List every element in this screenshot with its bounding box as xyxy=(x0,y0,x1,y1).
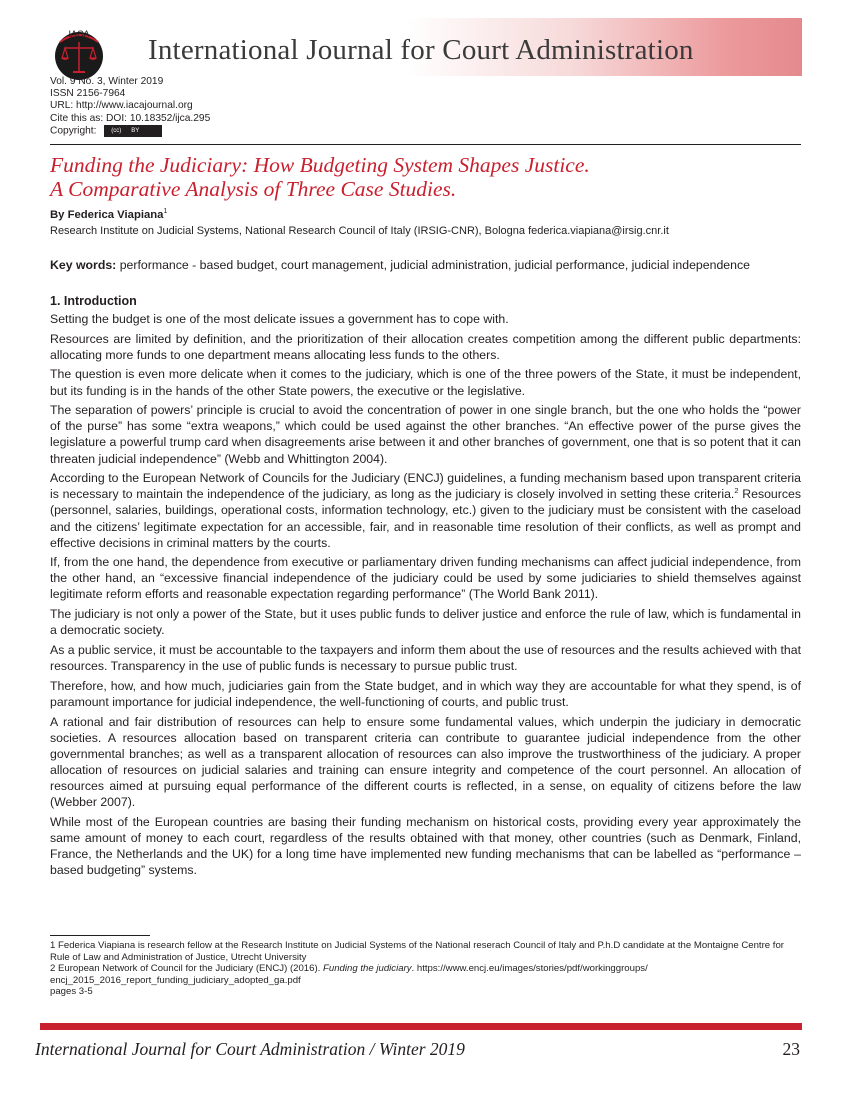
footnote-2-title: Funding the judiciary xyxy=(323,963,412,975)
by-icon: BY xyxy=(127,126,161,136)
journal-url[interactable]: URL: http://www.iacajournal.org xyxy=(50,100,193,112)
paragraph: The question is even more delicate when it comes to the judiciary, which is one of the three powers of the State, it must be independent, but its funding is in the hands of the other State powers, the executive or the legislative. xyxy=(50,367,801,398)
footnote-divider xyxy=(50,935,150,936)
section-heading: 1. Introduction xyxy=(50,294,137,308)
footnote-ref-1[interactable]: 1 xyxy=(163,208,168,215)
keywords-label: Key words: xyxy=(50,258,117,272)
journal-title: International Journal for Court Administration xyxy=(148,34,694,66)
article-title-line1: Funding the Judiciary: How Budgeting System Shapes Justice. xyxy=(50,153,590,177)
footnote-2-text: 2 European Network of Council for the Judiciary (ENCJ) (2016). xyxy=(50,963,324,975)
footnote-2-url[interactable]: . https://www.encj.eu/images/stories/pdf/workinggroups/ xyxy=(411,963,648,975)
author-byline xyxy=(50,208,167,221)
header-divider xyxy=(50,144,801,145)
footer-journal-name: International Journal for Court Administration / Winter 2019 xyxy=(35,1039,465,1059)
footnote-2-pages: pages 3-5 xyxy=(50,986,93,998)
paragraph: The separation of powers’ principle is crucial to avoid the concentration of power in one single branch, but the one who holds the “power of the purse” has some “extra weapons,” which could be used against the other branches. “An effective power of the purse gives the legislature a powerful trump card when disagreements arise between it and other branches of government, one that is so potent that it can threaten judicial independence” (Webb and Whittington 2004). xyxy=(50,403,801,466)
article-metadata xyxy=(50,76,210,138)
paragraph: As a public service, it must be accountable to the taxpayers and inform them about the use of resources and the results achieved with that resources. Transparency in the use of public funds is necessary to pursue public trust. xyxy=(50,642,801,674)
cc-icon: (cc) xyxy=(105,126,127,136)
keywords-list: performance - based budget, court management, judicial administration, judicial performance, judicial independence xyxy=(116,258,750,272)
footnote-2 xyxy=(50,963,801,975)
author-name: By Federica Viapiana xyxy=(50,208,164,221)
cc-by-license-icon[interactable] xyxy=(104,125,162,137)
paragraph: Therefore, how, and how much, judiciaries gain from the State budget, and in which way they are accountable for what they spend, is of paramount importance for judicial independence, the well-functioning of courts, and public trust. xyxy=(50,678,801,709)
iaca-logo xyxy=(48,22,110,84)
issn: ISSN 2156-7964 xyxy=(50,88,126,100)
paragraph: While most of the European countries are basing their funding mechanism on historical costs, providing every year approximately the same amount of money to each court, regardless of the results obtained with that money, other countries (such as Denmark, Finland, France, the Netherlands and the UK) for a long time have implemented new funding mechanisms that can be labelled as “performance – based budgeting” systems. xyxy=(50,814,801,877)
article-title xyxy=(50,153,590,201)
paragraph xyxy=(50,470,801,550)
keywords xyxy=(50,258,750,272)
paragraph: If, from the one hand, the dependence from executive or parliamentary driven funding mechanisms can affect judicial independence, from the other hand, an “excessive financial independence of the judiciary could be used by some judiciaries to shield themselves against legitimate reform efforts and reasonable expectation regarding performance” (The World Bank 2011). xyxy=(50,555,801,602)
article-title-line2: A Comparative Analysis of Three Case Studies. xyxy=(50,177,457,201)
volume-info: Vol. 9 No. 3, Winter 2019 xyxy=(50,76,164,87)
paragraph-part: According to the European Network of Councils for the Judiciary (ENCJ) guidelines, a funding mechanism based upon transparent criteria is necessary to maintain the independence of the judiciary, as long as the judiciary is closely involved in setting these criteria. xyxy=(50,471,801,502)
footnotes xyxy=(50,940,801,998)
footnote-2-url-cont[interactable]: encj_2015_2016_report_funding_judiciary_adopted_ga.pdf xyxy=(50,974,301,986)
author-affiliation: Research Institute on Judicial Systems, National Research Council of Italy (IRSIG-CNR), Bologna federica.viapiana@irsig.cnr.it xyxy=(50,225,669,237)
paragraph: Resources are limited by definition, and the prioritization of their allocation creates competition among the different public departments: allocating more funds to one department means allocating less funds to the others. xyxy=(50,331,801,362)
paragraph: Setting the budget is one of the most delicate issues a government has to cope with. xyxy=(50,312,509,326)
page-number: 23 xyxy=(782,1039,800,1059)
body-text xyxy=(50,311,801,882)
copyright-line xyxy=(50,125,210,138)
paragraph: The judiciary is not only a power of the State, but it uses public funds to deliver justice and enforce the rule of law, which is fundamental in a democratic society. xyxy=(50,607,801,638)
footnote-ref-2[interactable]: 2 xyxy=(734,486,739,496)
footer-bar xyxy=(40,1023,802,1030)
footnote-1: 1 Federica Viapiana is research fellow at the Research Institute on Judicial Systems of the National reserach Council of Italy and P.h.D candidate at the Montaigne Centre for Rule of Law and Administration of Justice, Utrecht University xyxy=(50,940,784,963)
paragraph-part: Resources (personnel, salaries, buildings, operational costs, information technology, etc.) given to the judiciary must be consistent with the caseload and the citizens’ legitimate expectation for an accessible, fair, and in reasonable time resolution of their conflicts, as well as prompt and effective decisions in criminal matters by the courts. xyxy=(50,487,801,550)
copyright-label: Copyright: xyxy=(50,125,97,137)
doi-citation[interactable]: Cite this as: DOI: 10.18352/ijca.295 xyxy=(50,112,211,124)
paragraph: A rational and fair distribution of resources can help to ensure some fundamental values, which underpin the judiciary in democratic societies. A resources allocation based on transparent criteria can contribute to guarantee judicial independence from the other governmental branches; as well as a transparent allocation of resources can also improve the trustworthiness of the judiciary. A proper allocation of resources on judicial salaries and training can ensure integrity and competence of the court personnel. An allocation of resources aimed at pursuing equal performance of the different courts is reflected, in a sense, on equality of citizens before the law (Webber 2007). xyxy=(50,714,801,809)
logo-text: IACA xyxy=(68,29,90,39)
